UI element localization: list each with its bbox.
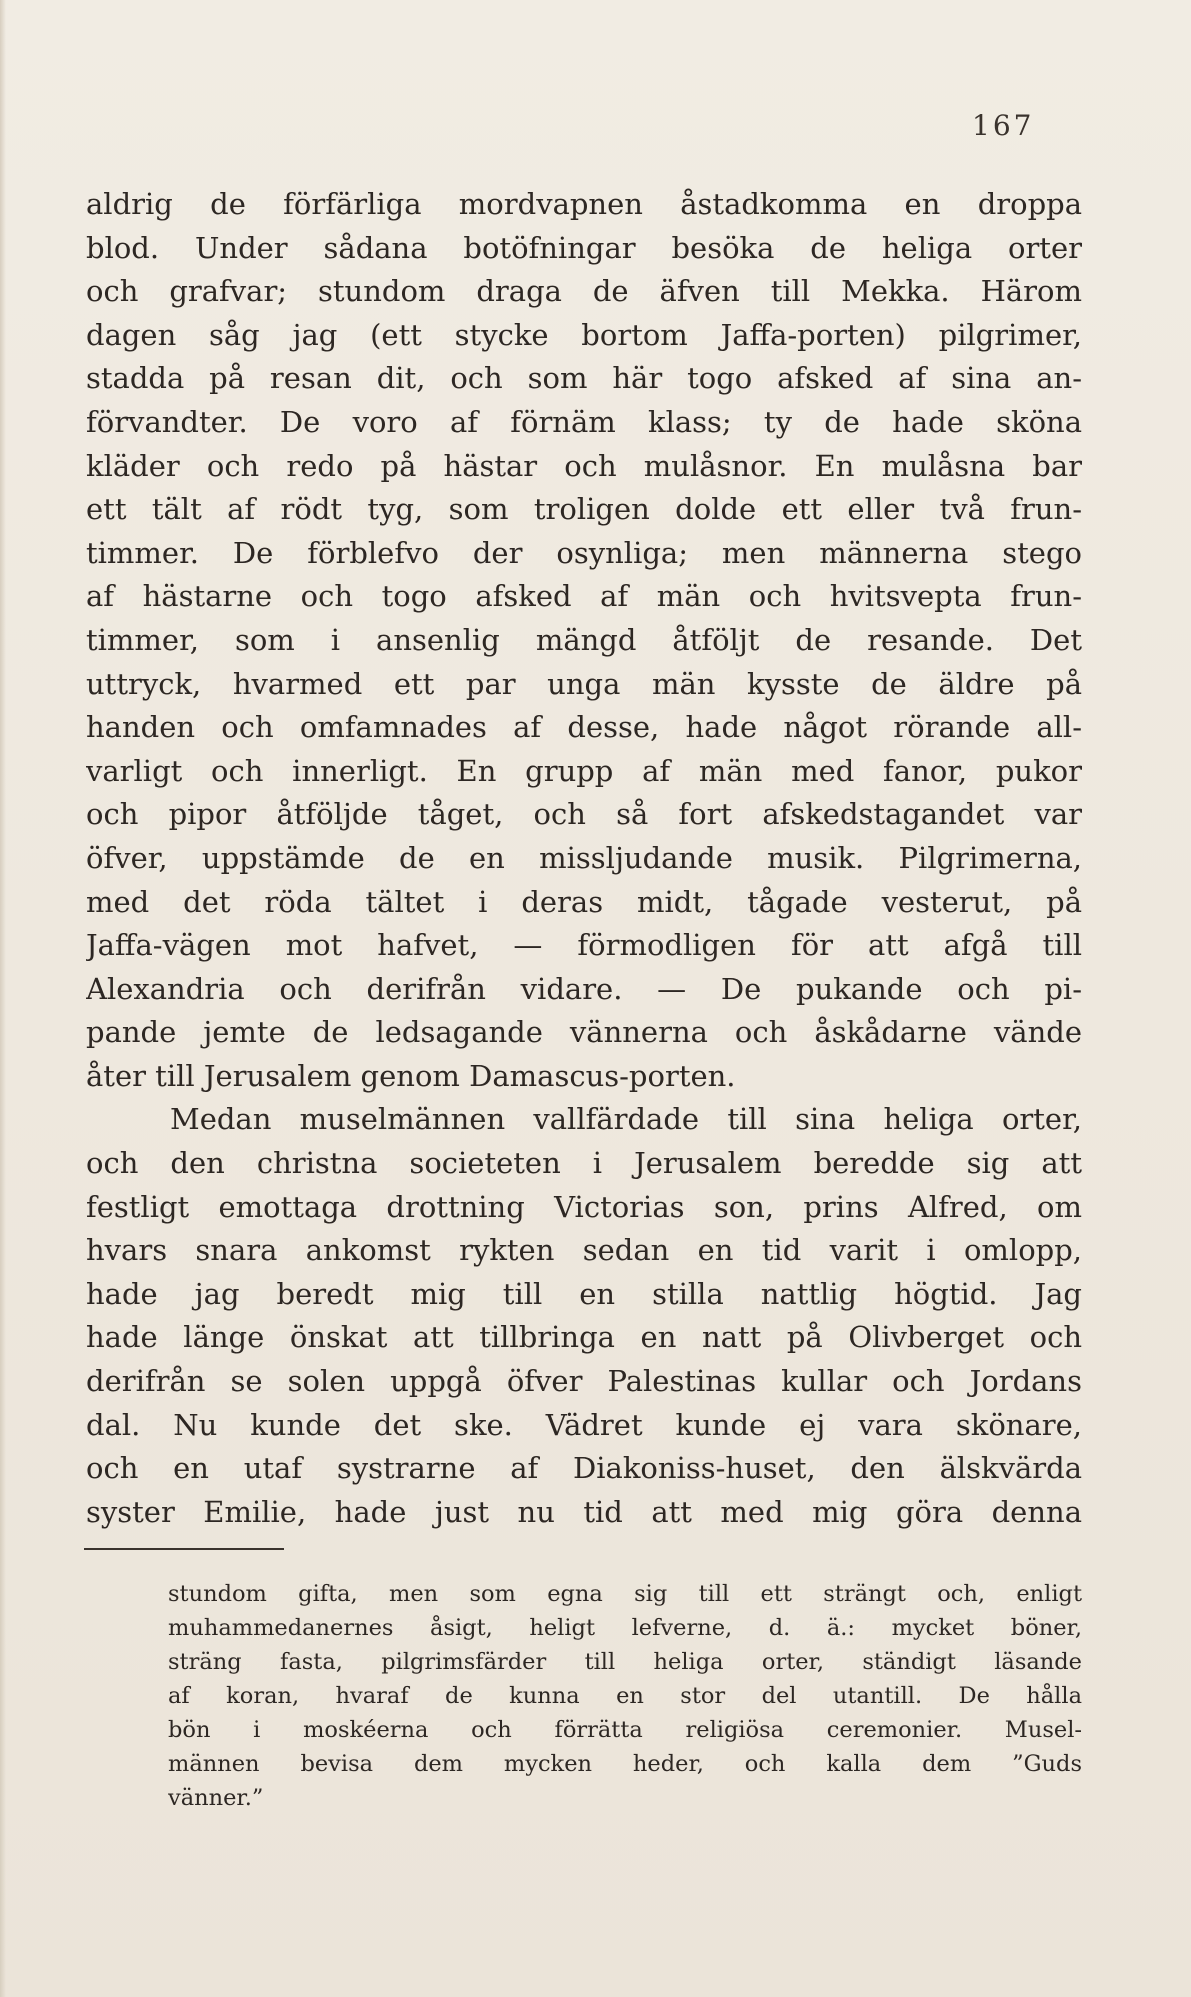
text-line: Jaffa-vägen mot hafvet, — förmodligen för att afgå till — [86, 928, 1082, 963]
text-line: och en utaf systrarne af Diakoniss-huset, den älskvärda — [86, 1451, 1082, 1486]
text-line: och grafvar; stundom draga de äfven till Mekka. Härom — [86, 274, 1082, 309]
footnote-block — [168, 1577, 1082, 1815]
text-line: af hästarne och togo afsked af män och hvitsvepta frun- — [86, 579, 1082, 614]
footnote-line: vänner.” — [168, 1785, 264, 1811]
text-line: handen och omfamnades af desse, hade något rörande all- — [86, 710, 1082, 745]
text-line: förvandter. De voro af förnäm klass; ty de hade sköna — [86, 404, 1082, 439]
main-text-block — [86, 183, 1082, 1534]
text-line: med det röda tältet i deras midt, tågade vesterut, på — [86, 884, 1082, 919]
footnote-line: af koran, hvaraf de kunna en stor del utantill. De hålla — [168, 1683, 1082, 1709]
text-line: dagen såg jag (ett stycke bortom Jaffa-porten) pilgrimer, — [86, 317, 1082, 352]
footnote-line: stundom gifta, men som egna sig till ett strängt och, enligt — [168, 1581, 1082, 1607]
text-line: hvars snara ankomst rykten sedan en tid varit i omlopp, — [86, 1233, 1082, 1268]
page-number: 167 — [972, 109, 1035, 142]
page-edge — [0, 0, 6, 1997]
text-line: timmer. De förblefvo der osynliga; men männerna stego — [86, 535, 1082, 570]
text-line: kläder och redo på hästar och mulåsnor. En mulåsna bar — [86, 448, 1082, 483]
text-line: ett tält af rödt tyg, som troligen dolde ett eller två frun- — [86, 492, 1082, 527]
text-line: Alexandria och derifrån vidare. — De pukande och pi- — [86, 971, 1082, 1006]
footnote-line: sträng fasta, pilgrimsfärder till heliga orter, ständigt läsande — [168, 1649, 1082, 1675]
footnote-line: männen bevisa dem mycken heder, och kalla dem ”Guds — [168, 1751, 1082, 1777]
text-line: pande jemte de ledsagande vännerna och åskådarne vände — [86, 1015, 1082, 1050]
text-line: stadda på resan dit, och som här togo afsked af sina an- — [86, 361, 1082, 396]
text-line: blod. Under sådana botöfningar besöka de heliga orter — [86, 230, 1082, 265]
text-line: uttryck, hvarmed ett par unga män kysste de äldre på — [86, 666, 1082, 701]
text-line: timmer, som i ansenlig mängd åtföljt de resande. Det — [86, 622, 1082, 657]
text-line: varligt och innerligt. En grupp af män med fanor, pukor — [86, 753, 1082, 788]
text-line: och pipor åtföljde tåget, och så fort afskedstagandet var — [86, 797, 1082, 832]
text-line: dal. Nu kunde det ske. Vädret kunde ej vara skönare, — [86, 1407, 1082, 1442]
text-line: derifrån se solen uppgå öfver Palestinas kullar och Jordans — [86, 1364, 1082, 1399]
paragraph-end-line: åter till Jerusalem genom Damascus-porten. — [86, 1058, 736, 1093]
text-line: öfver, uppstämde de en missljudande musik. Pilgrimerna, — [86, 840, 1082, 875]
footnote-line: bön i moskéerna och förrätta religiösa ceremonier. Musel- — [168, 1717, 1082, 1743]
text-line: hade länge önskat att tillbringa en natt på Olivberget och — [86, 1320, 1082, 1355]
text-line: aldrig de förfärliga mordvapnen åstadkomma en droppa — [86, 187, 1082, 221]
footnote-divider — [84, 1548, 284, 1550]
text-line: festligt emottaga drottning Victorias son, prins Alfred, om — [86, 1189, 1082, 1224]
text-line: hade jag beredt mig till en stilla nattlig högtid. Jag — [86, 1276, 1082, 1311]
text-line: och den christna societeten i Jerusalem beredde sig att — [86, 1146, 1082, 1181]
text-line: syster Emilie, hade just nu tid att med mig göra denna — [86, 1494, 1082, 1529]
footnote-line: muhammedanernes åsigt, heligt lefverne, d. ä.: mycket böner, — [168, 1615, 1082, 1641]
paragraph-start-line: Medan muselmännen vallfärdade till sina heliga orter, — [170, 1102, 1082, 1137]
